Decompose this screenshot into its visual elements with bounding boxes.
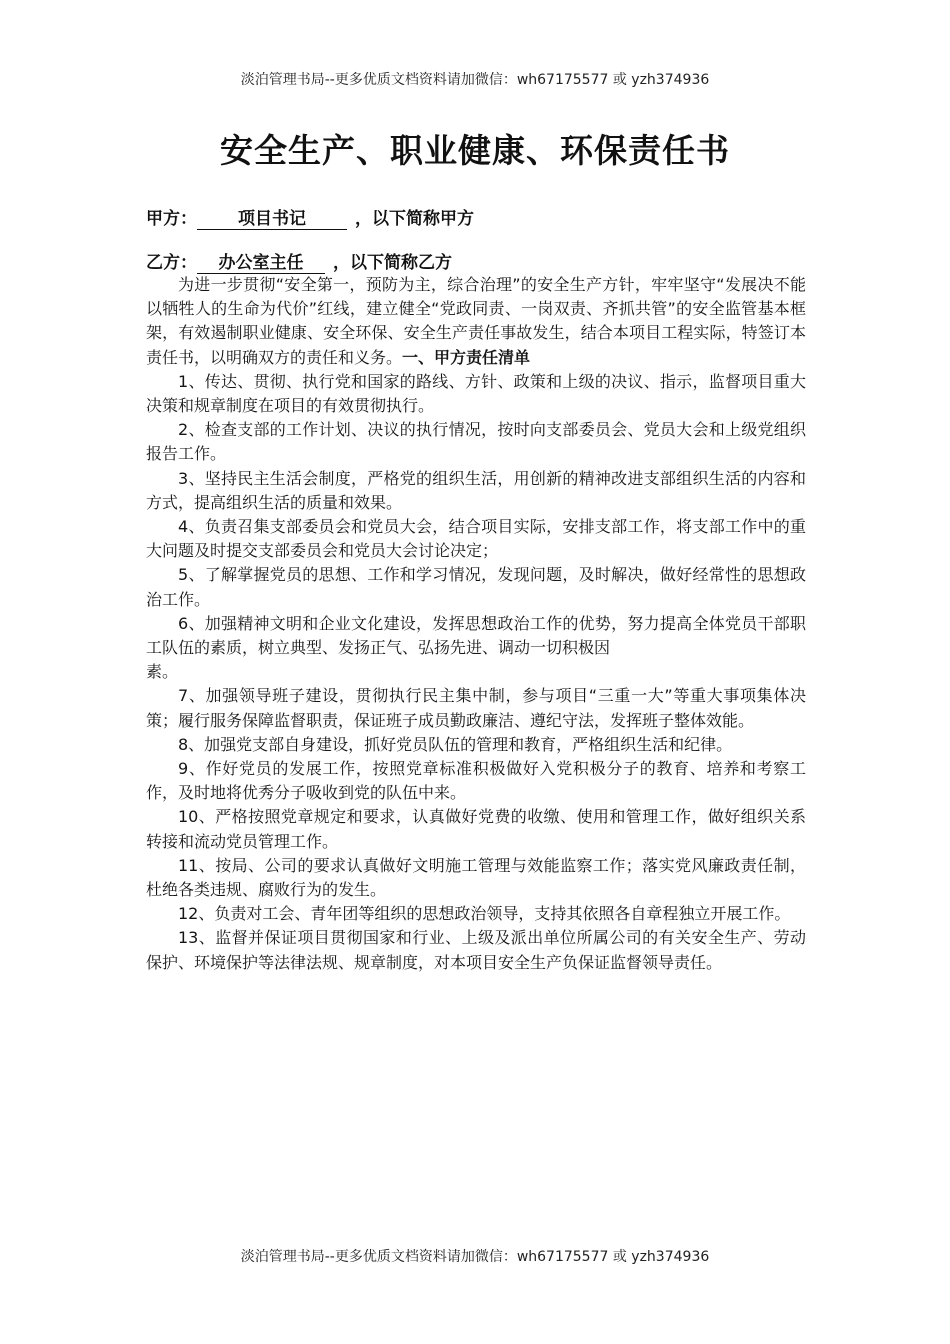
- party-a-label: 甲方：: [146, 209, 197, 229]
- list-item: 10、严格按照党章规定和要求，认真做好党费的收缴、使用和管理工作，做好组织关系转接和流动党员管理工作。: [146, 807, 806, 851]
- document-body: [146, 273, 806, 975]
- list-item-continuation: 素。: [146, 662, 179, 682]
- list-item: 1、传达、贯彻、执行党和国家的路线、方针、政策和上级的决议、指示，监督项目重大决策和规章制度在项目的有效贯彻执行。: [146, 371, 806, 416]
- list-item: 12、负责对工会、青年团等组织的思想政治领导，支持其依照各自章程独立开展工作。: [178, 904, 791, 924]
- list-item: 7、加强领导班子建设，贯彻执行民主集中制，参与项目“三重一大”等重大事项集体决策；履行服务保障监督职责，保证班子成员勤政廉洁、遵纪守法，发挥班子整体效能。: [146, 686, 806, 730]
- party-a-value: 项目书记: [197, 209, 347, 230]
- party-b-label: 乙方：: [146, 253, 197, 273]
- list-item: 5、了解掌握党员的思想、工作和学习情况，发现问题，及时解决，做好经常性的思想政治工作。: [146, 565, 806, 609]
- page-footer: 淡泊管理书局--更多优质文档资料请加微信：wh67175577 或 yzh374936: [240, 1249, 710, 1265]
- page-header: 淡泊管理书局--更多优质文档资料请加微信：wh67175577 或 yzh374936: [240, 72, 710, 88]
- list-item: 8、加强党支部自身建设，抓好党员队伍的管理和教育，严格组织生活和纪律。: [178, 734, 733, 754]
- document-title: 安全生产、职业健康、环保责任书: [220, 131, 730, 170]
- party-b-suffix: ，以下简称乙方: [333, 253, 452, 273]
- list-item: 13、监督并保证项目贯彻国家和行业、上级及派出单位所属公司的有关安全生产、劳动保护、环境保护等法律法规、规章制度，对本项目安全生产负保证监督领导责任。: [146, 928, 806, 972]
- list-item: 6、加强精神文明和企业文化建设，发挥思想政治工作的优势，努力提高全体党员干部职工队伍的素质，树立典型、发扬正气、弘扬先进、调动一切积极因: [146, 613, 806, 658]
- section-heading: 一、甲方责任清单: [402, 347, 531, 367]
- list-item: 4、负责召集支部委员会和党员大会，结合项目实际，安排支部工作，将支部工作中的重大问题及时提交支部委员会和党员大会讨论决定；: [146, 517, 806, 561]
- list-item: 11、按局、公司的要求认真做好文明施工管理与效能监察工作；落实党风廉政责任制，杜绝各类违规、腐败行为的发生。: [146, 855, 806, 900]
- intro-paragraph: [146, 273, 806, 370]
- party-b-value: 办公室主任: [197, 253, 325, 274]
- party-a-suffix: ，以下简称甲方: [355, 209, 474, 229]
- list-item: 3、坚持民主生活会制度，严格党的组织生活，用创新的精神改进支部组织生活的内容和方式，提高组织生活的质量和效果。: [146, 468, 806, 512]
- list-item: 9、作好党员的发展工作，按照党章标准积极做好入党积极分子的教育、培养和考察工作，及时地将优秀分子吸收到党的队伍中来。: [146, 759, 806, 803]
- party-a-line: [146, 204, 474, 230]
- list-item: 2、检查支部的工作计划、决议的执行情况，按时向支部委员会、党员大会和上级党组织报告工作。: [146, 420, 806, 464]
- intro-text: 为进一步贯彻“安全第一，预防为主，综合治理”的安全生产方针，牢牢坚守“发展决不能以牺牲人的生命为代价”红线，建立健全“党政同责、一岗双责、齐抓共管”的安全监管基本框架，有效遏制职业健康、安全环保、安全生产责任事故发生，结合本项目工程实际，特签订本责任书，以明确双方的责任和义务。: [146, 275, 806, 367]
- party-b-line: [146, 248, 452, 274]
